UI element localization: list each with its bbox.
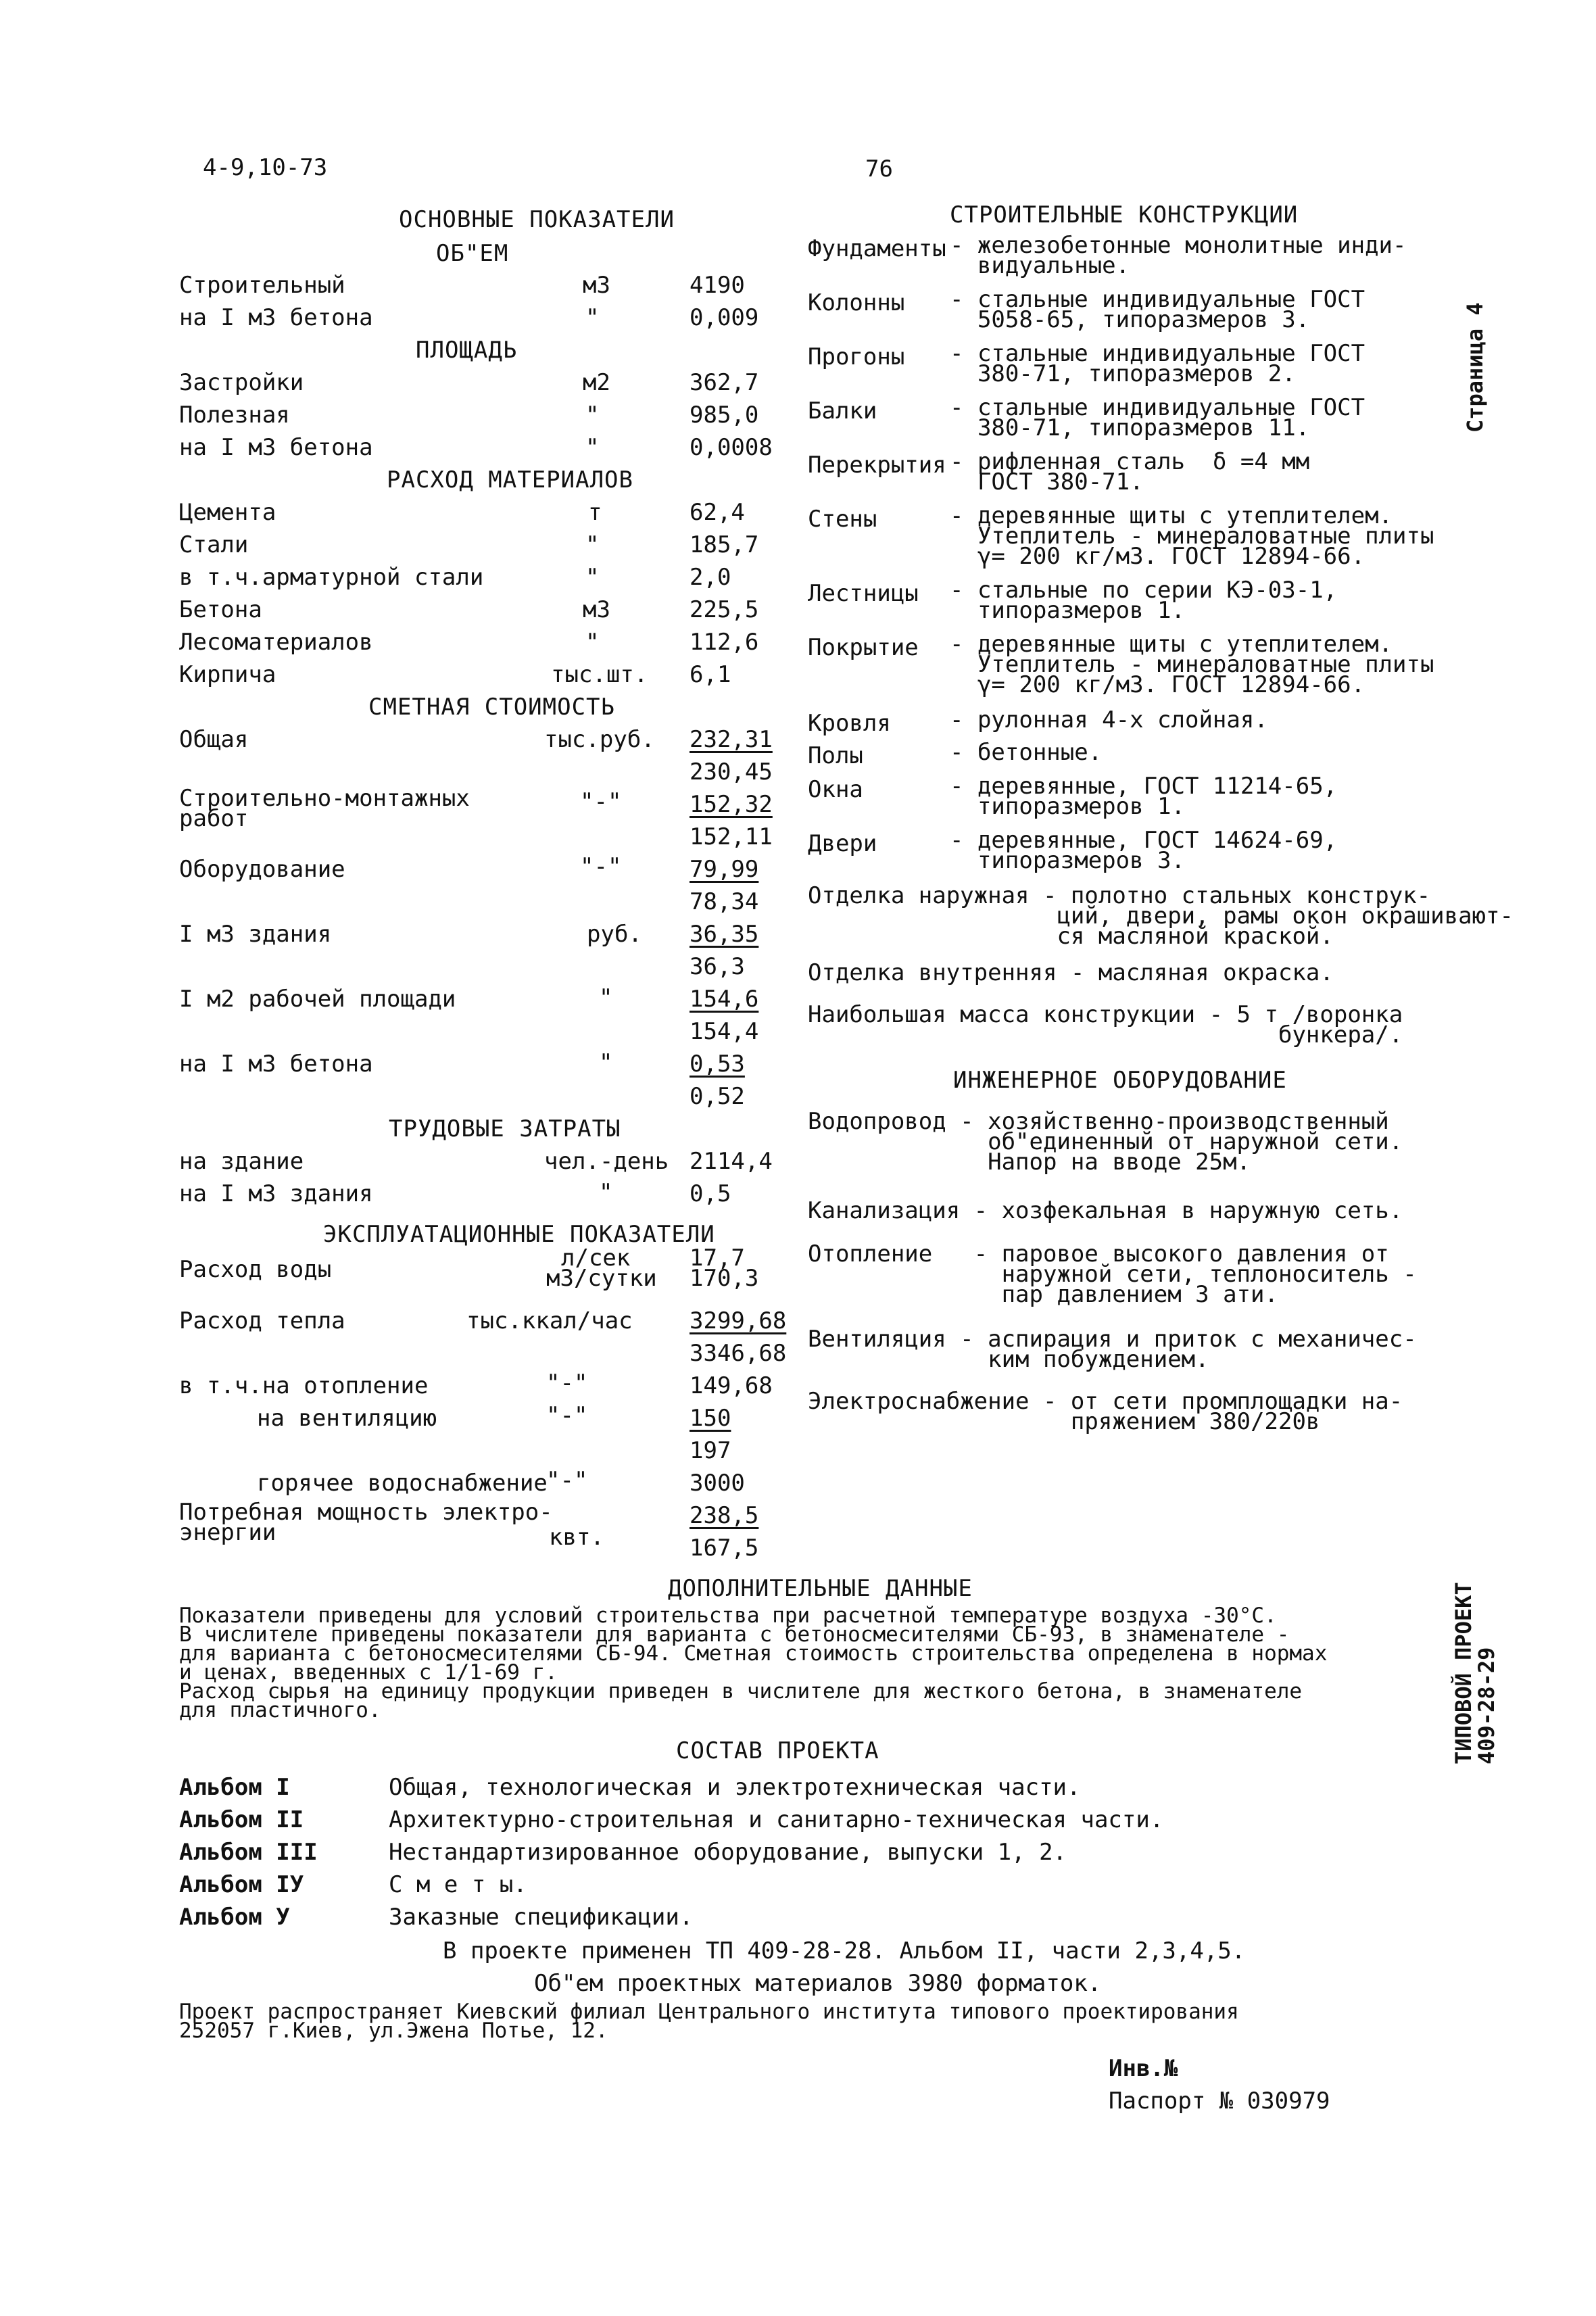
- album-desc: Нестандартизированное оборудование, выпуски 1, 2.: [389, 1839, 1067, 1866]
- construction-name: Двери: [808, 830, 877, 857]
- row-name: Общая: [179, 726, 249, 753]
- inner-finish: Отделка внутренняя - масляная окраска.: [808, 959, 1334, 986]
- construction-desc: - бетонные.: [950, 739, 1103, 766]
- row-name: I м2 рабочей площади: [179, 986, 456, 1013]
- row-unit: "-": [580, 788, 622, 815]
- main-indicators-title: ОСНОВНЫЕ ПОКАЗАТЕЛИ: [399, 206, 675, 233]
- album-name: Альбом I: [179, 1774, 290, 1801]
- row-value: 6,1: [690, 661, 731, 688]
- row-name: I м3 здания: [179, 921, 332, 948]
- row-unit: руб.: [587, 921, 642, 948]
- row-denominator: 230,45: [690, 758, 773, 786]
- row-name: в т.ч.арматурной стали: [179, 564, 484, 591]
- row-name: Полезная: [179, 402, 290, 429]
- ventilation-denominator: 197: [690, 1437, 731, 1464]
- row-value: 0,5: [690, 1180, 731, 1207]
- row-denominator: 36,3: [690, 953, 745, 980]
- heating-value: 149,68: [690, 1372, 773, 1399]
- construction-desc: - деревянные щиты с утеплителем. Утеплитель - минераловатные плиты γ= 200 кг/м3. ГОСТ 12894-66.: [950, 631, 1434, 698]
- row-value: 0,009: [690, 304, 759, 331]
- exploitation-title: ЭКСПЛУАТАЦИОННЫЕ ПОКАЗАТЕЛИ: [323, 1221, 715, 1248]
- row-name: Застройки: [179, 369, 304, 396]
- row-unit: ": [599, 984, 613, 1011]
- ventilation-name: на вентиляцию: [257, 1405, 437, 1432]
- row-name: на I м3 бетона: [179, 304, 373, 331]
- water-value-2: 170,3: [690, 1265, 759, 1292]
- materials-volume: Об"ем проектных материалов 3980 форматок.: [534, 1970, 1102, 1997]
- row-unit: м3: [583, 272, 610, 299]
- construction-name: Колонны: [808, 289, 905, 316]
- heat-denominator: 3346,68: [690, 1340, 787, 1367]
- row-name: на I м3 бетона: [179, 434, 373, 461]
- heating-name: в т.ч.на отопление: [179, 1372, 429, 1399]
- row-value: 62,4: [690, 499, 745, 526]
- row-value: 985,0: [690, 402, 759, 429]
- composition-title: СОСТАВ ПРОЕКТА: [676, 1737, 879, 1764]
- construction-name: Фундаменты: [808, 235, 946, 262]
- row-value: 225,5: [690, 596, 759, 623]
- construction-name: Полы: [808, 742, 863, 769]
- sewerage: Канализация - хозфекальная в наружную сеть.: [808, 1197, 1403, 1224]
- row-name: Цемента: [179, 499, 276, 526]
- row-unit: ": [585, 531, 600, 558]
- row-numerator: 0,53: [690, 1051, 745, 1078]
- row-numerator: 232,31: [690, 726, 773, 753]
- row-unit: ": [585, 564, 600, 591]
- row-unit: ": [585, 629, 600, 656]
- distributor: Проект распространяет Киевский филиал Центрального института типового проектирования 252057 г.Киев, ул.Эжена Потье, 12.: [179, 2000, 1239, 2043]
- power-name: Потребная мощность электро- энергии: [179, 1499, 553, 1546]
- heat-unit: тыс.ккал/час: [466, 1307, 633, 1334]
- hotwater-name: горячее водоснабжение: [257, 1470, 548, 1497]
- heat-numerator: 3299,68: [690, 1307, 787, 1334]
- row-name: Строительно-монтажных работ: [179, 785, 470, 832]
- row-numerator: 152,32: [690, 791, 773, 818]
- construction-name: Лестницы: [808, 580, 919, 607]
- ventilation-unit: "-": [546, 1402, 588, 1429]
- row-unit: т: [588, 499, 602, 526]
- construction-name: Перекрытия: [808, 452, 946, 479]
- heat-name: Расход тепла: [179, 1307, 345, 1334]
- row-denominator: 0,52: [690, 1083, 745, 1110]
- side-project-title: ТИПОВОЙ ПРОЕКТ: [1451, 1582, 1476, 1764]
- construction-desc: - железобетонные монолитные инди- видуальные.: [950, 232, 1407, 279]
- max-mass: Наибольшая масса конструкции - 5 т /воронка бункера/.: [808, 1001, 1403, 1048]
- outer-finish: Отделка наружная - полотно стальных конструк- ций, двери, рамы окон окрашивают- ся масляной краской.: [808, 882, 1514, 950]
- row-name: Стали: [179, 531, 249, 558]
- hotwater-unit: "-": [546, 1467, 588, 1494]
- row-unit: м2: [583, 369, 610, 396]
- construction-desc: - стальные индивидуальные ГОСТ 380-71, типоразмеров 2.: [950, 340, 1365, 387]
- row-unit: ": [599, 1049, 613, 1076]
- side-project-label: [1452, 1582, 1498, 1764]
- album-name: Альбом III: [179, 1839, 318, 1866]
- row-value: 0,0008: [690, 434, 773, 461]
- constructions-title: СТРОИТЕЛЬНЫЕ КОНСТРУКЦИИ: [950, 201, 1299, 228]
- row-unit: ": [599, 1179, 613, 1206]
- row-value: 362,7: [690, 369, 759, 396]
- row-unit: тыс.руб.: [544, 726, 655, 753]
- construction-name: Прогоны: [808, 343, 905, 370]
- power-unit: квт.: [549, 1524, 604, 1551]
- album-name: Альбом У: [179, 1904, 290, 1931]
- album-name: Альбом II: [179, 1806, 304, 1833]
- labor-title: ТРУДОВЫЕ ЗАТРАТЫ: [389, 1115, 621, 1142]
- row-name: на здание: [179, 1148, 304, 1175]
- row-unit: тыс.шт.: [551, 661, 648, 688]
- row-unit: ": [585, 304, 600, 331]
- side-page-label: Страница 4: [1462, 302, 1488, 433]
- row-denominator: 154,4: [690, 1018, 759, 1045]
- row-value: 2,0: [690, 564, 731, 591]
- construction-desc: - стальные по серии КЭ-03-1, типоразмеров 1.: [950, 577, 1338, 624]
- row-numerator: 79,99: [690, 856, 759, 883]
- heating: Отопление - паровое высокого давления от наружной сети, теплоноситель - пар давлением 3 ати.: [808, 1240, 1417, 1308]
- applied-project: В проекте применен ТП 409-28-28. Альбом II, части 2,3,4,5.: [443, 1937, 1246, 1964]
- power-denominator: 167,5: [690, 1535, 759, 1562]
- construction-name: Стены: [808, 506, 877, 533]
- power-numerator: 238,5: [690, 1502, 759, 1529]
- construction-desc: - стальные индивидуальные ГОСТ 380-71, типоразмеров 11.: [950, 394, 1365, 441]
- water-name: Расход воды: [179, 1256, 332, 1283]
- engineering-title: ИНЖЕНЕРНОЕ ОБОРУДОВАНИЕ: [953, 1067, 1287, 1094]
- row-name: на I м3 бетона: [179, 1051, 373, 1078]
- row-name: Оборудование: [179, 856, 345, 883]
- volume-title: ОБ"ЕМ: [436, 240, 509, 267]
- row-value: 185,7: [690, 531, 759, 558]
- row-name: на I м3 здания: [179, 1180, 373, 1207]
- album-desc: Заказные спецификации.: [389, 1904, 694, 1931]
- materials-title: РАСХОД МАТЕРИАЛОВ: [387, 466, 633, 493]
- area-title: ПЛОЩАДЬ: [416, 337, 518, 364]
- cost-title: СМЕТНАЯ СТОИМОСТЬ: [368, 694, 615, 721]
- ventilation: Вентиляция - аспирация и приток с механичес- ким побуждением.: [808, 1326, 1417, 1373]
- additional-data-text: Показатели приведены для условий строительства при расчетной температуре воздуха -30°С. В числителе приведены показатели для варианта с бетоносмесителями СБ-93, в знаменателе - для варианта с бетоносмесителями СБ-94. Сметная стоимость строительства определена в нормах и ценах, введенных с 1/1-69 г. Расход сырья на единицу продукции приведен в числителе для жесткого бетона, в знаменателе для пластичного.: [179, 1603, 1328, 1722]
- row-unit: ": [585, 434, 600, 461]
- row-denominator: 152,11: [690, 823, 773, 850]
- water-unit-1: л/сек: [561, 1245, 631, 1272]
- row-numerator: 36,35: [690, 921, 759, 948]
- additional-data-title: ДОПОЛНИТЕЛЬНЫЕ ДАННЫЕ: [668, 1575, 973, 1602]
- document-code: 4-9,10-73: [203, 154, 328, 181]
- construction-name: Покрытие: [808, 634, 919, 661]
- passport-number: Паспорт № 030979: [1109, 2088, 1330, 2115]
- inventory-number: Инв.№: [1109, 2055, 1178, 2082]
- water-value-1: 17,7: [690, 1245, 745, 1272]
- construction-name: Окна: [808, 776, 863, 803]
- construction-name: Балки: [808, 397, 877, 425]
- page-number: 76: [865, 155, 893, 183]
- hotwater-value: 3000: [690, 1470, 745, 1497]
- row-name: Строительный: [179, 272, 345, 299]
- row-value: 112,6: [690, 629, 759, 656]
- construction-desc: - деревянные, ГОСТ 14624-69, типоразмеров 3.: [950, 827, 1338, 874]
- row-name: Лесоматериалов: [179, 629, 373, 656]
- ventilation-numerator: 150: [690, 1405, 731, 1432]
- water-supply: Водопровод - хозяйственно-производственный об"единенный от наружной сети. Напор на вводе 25м.: [808, 1108, 1403, 1176]
- row-name: Бетона: [179, 596, 262, 623]
- side-project-number: 409-28-29: [1474, 1647, 1499, 1764]
- row-value: 4190: [690, 272, 745, 299]
- power-supply: Электроснабжение - от сети промплощадки на- пряжением 380/220в: [808, 1388, 1403, 1435]
- row-unit: чел.-день: [544, 1148, 669, 1175]
- construction-desc: - деревянные, ГОСТ 11214-65, типоразмеров 1.: [950, 773, 1338, 820]
- row-denominator: 78,34: [690, 888, 759, 915]
- construction-name: Кровля: [808, 710, 891, 737]
- row-name: Кирпича: [179, 661, 276, 688]
- album-desc: С м е т ы.: [389, 1871, 527, 1898]
- heating-unit: "-": [546, 1370, 588, 1397]
- album-name: Альбом IУ: [179, 1871, 304, 1898]
- row-numerator: 154,6: [690, 986, 759, 1013]
- construction-desc: - стальные индивидуальные ГОСТ 5058-65, типоразмеров 3.: [950, 286, 1365, 333]
- construction-desc: - рифленная сталь δ =4 мм ГОСТ 380-71.: [950, 448, 1310, 496]
- album-desc: Общая, технологическая и электротехническая части.: [389, 1774, 1081, 1801]
- construction-desc: - рулонная 4-х слойная.: [950, 706, 1268, 733]
- row-unit: м3: [583, 596, 610, 623]
- row-value: 2114,4: [690, 1148, 773, 1175]
- water-unit-2: м3/сутки: [546, 1265, 657, 1292]
- row-unit: "-": [580, 853, 622, 880]
- construction-desc: - деревянные щиты с утеплителем. Утеплитель - минераловатные плиты γ= 200 кг/м3. ГОСТ 12894-66.: [950, 502, 1434, 570]
- album-desc: Архитектурно-строительная и санитарно-техническая части.: [389, 1806, 1164, 1833]
- row-unit: ": [585, 402, 600, 429]
